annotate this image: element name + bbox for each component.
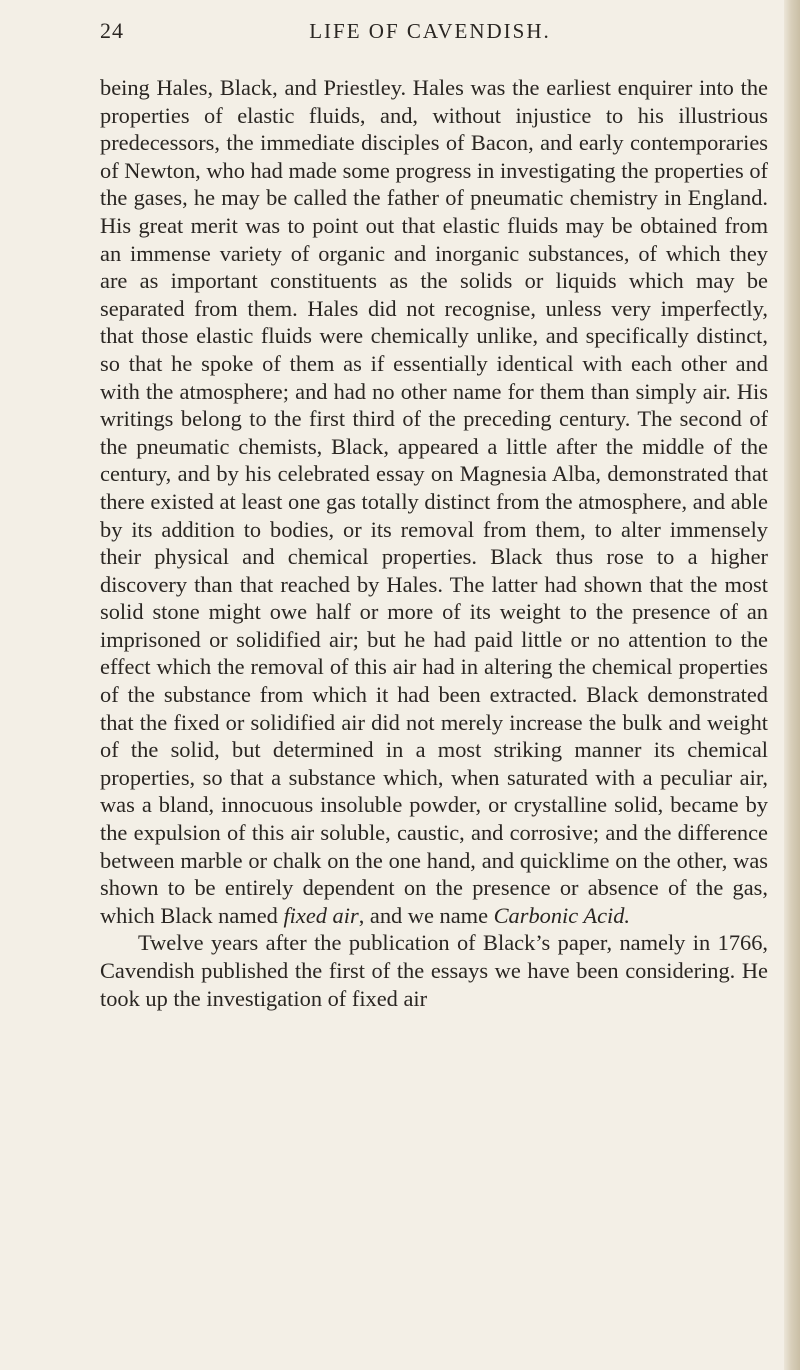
- italic-term-fixed-air: fixed air: [283, 902, 359, 928]
- page-number: 24: [100, 18, 124, 43]
- body-text: [100, 74, 768, 1012]
- running-head: [100, 18, 760, 52]
- paragraph: Twelve years after the publication of Black’s paper, namely in 1766, Cavendish published the first of the essays we have been considering. He took up the investigation of fixed air: [100, 930, 768, 1011]
- paragraph: [100, 74, 768, 929]
- paragraph-text: being Hales, Black, and Priestley. Hales was the earliest enquirer into the properties of elastic fluids, and, without injustice to his illustrious predecessors, the immediate disciples of Bacon, and early contemporaries of Newton, who had made some progress in investigating the properties of the gases, he may be called the father of pneumatic chemistry in England. His great merit was to point out that elastic fluids may be obtained from an immense variety of organic and inorganic substances, of which they are as important constituents as the solids or liquids which may be separated from them. Hales did not recognise, unless very imperfectly, that those elastic fluids were chemically unlike, and specifically distinct, so that he spoke of them as if essentially identical with each other and with the atmosphere; and had no other name for them than simply air. His writings belong to the first third of the preceding century. The second of the pneumatic chemists, Black, appeared a little after the middle of the century, and by his celebrated essay on Magnesia Alba, demonstrated that there existed at least one gas totally distinct from the atmosphere, and able by its addition to bodies, or its removal from them, to alter immensely their physical and chemical properties. Black thus rose to a higher discovery than that reached by Hales. The latter had shown that the most solid stone might owe half or more of its weight to the presence of an imprisoned or solidified air; but he had paid little or no attention to the effect which the removal of this air had in altering the chemical properties of the substance from which it had been extracted. Black demonstrated that the fixed or solidified air did not merely increase the bulk and weight of the solid, but determined in a most striking manner its chemical properties, so that a substance which, when saturated with a peculiar air, was a bland, innocuous insoluble powder, or crystalline solid, became by the expulsion of this air soluble, caustic, and corrosive; and the difference between marble or chalk on the one hand, and quicklime on the other, was shown to be entirely dependent on the presence or absence of the gas, which Black named: [100, 75, 768, 928]
- paragraph-text-continued: , and we name: [358, 902, 489, 928]
- page-edge-shadow: [784, 0, 800, 1370]
- running-title: LIFE OF CAVENDISH.: [309, 19, 551, 43]
- italic-term-carbonic-acid: Carbonic Acid.: [493, 902, 631, 928]
